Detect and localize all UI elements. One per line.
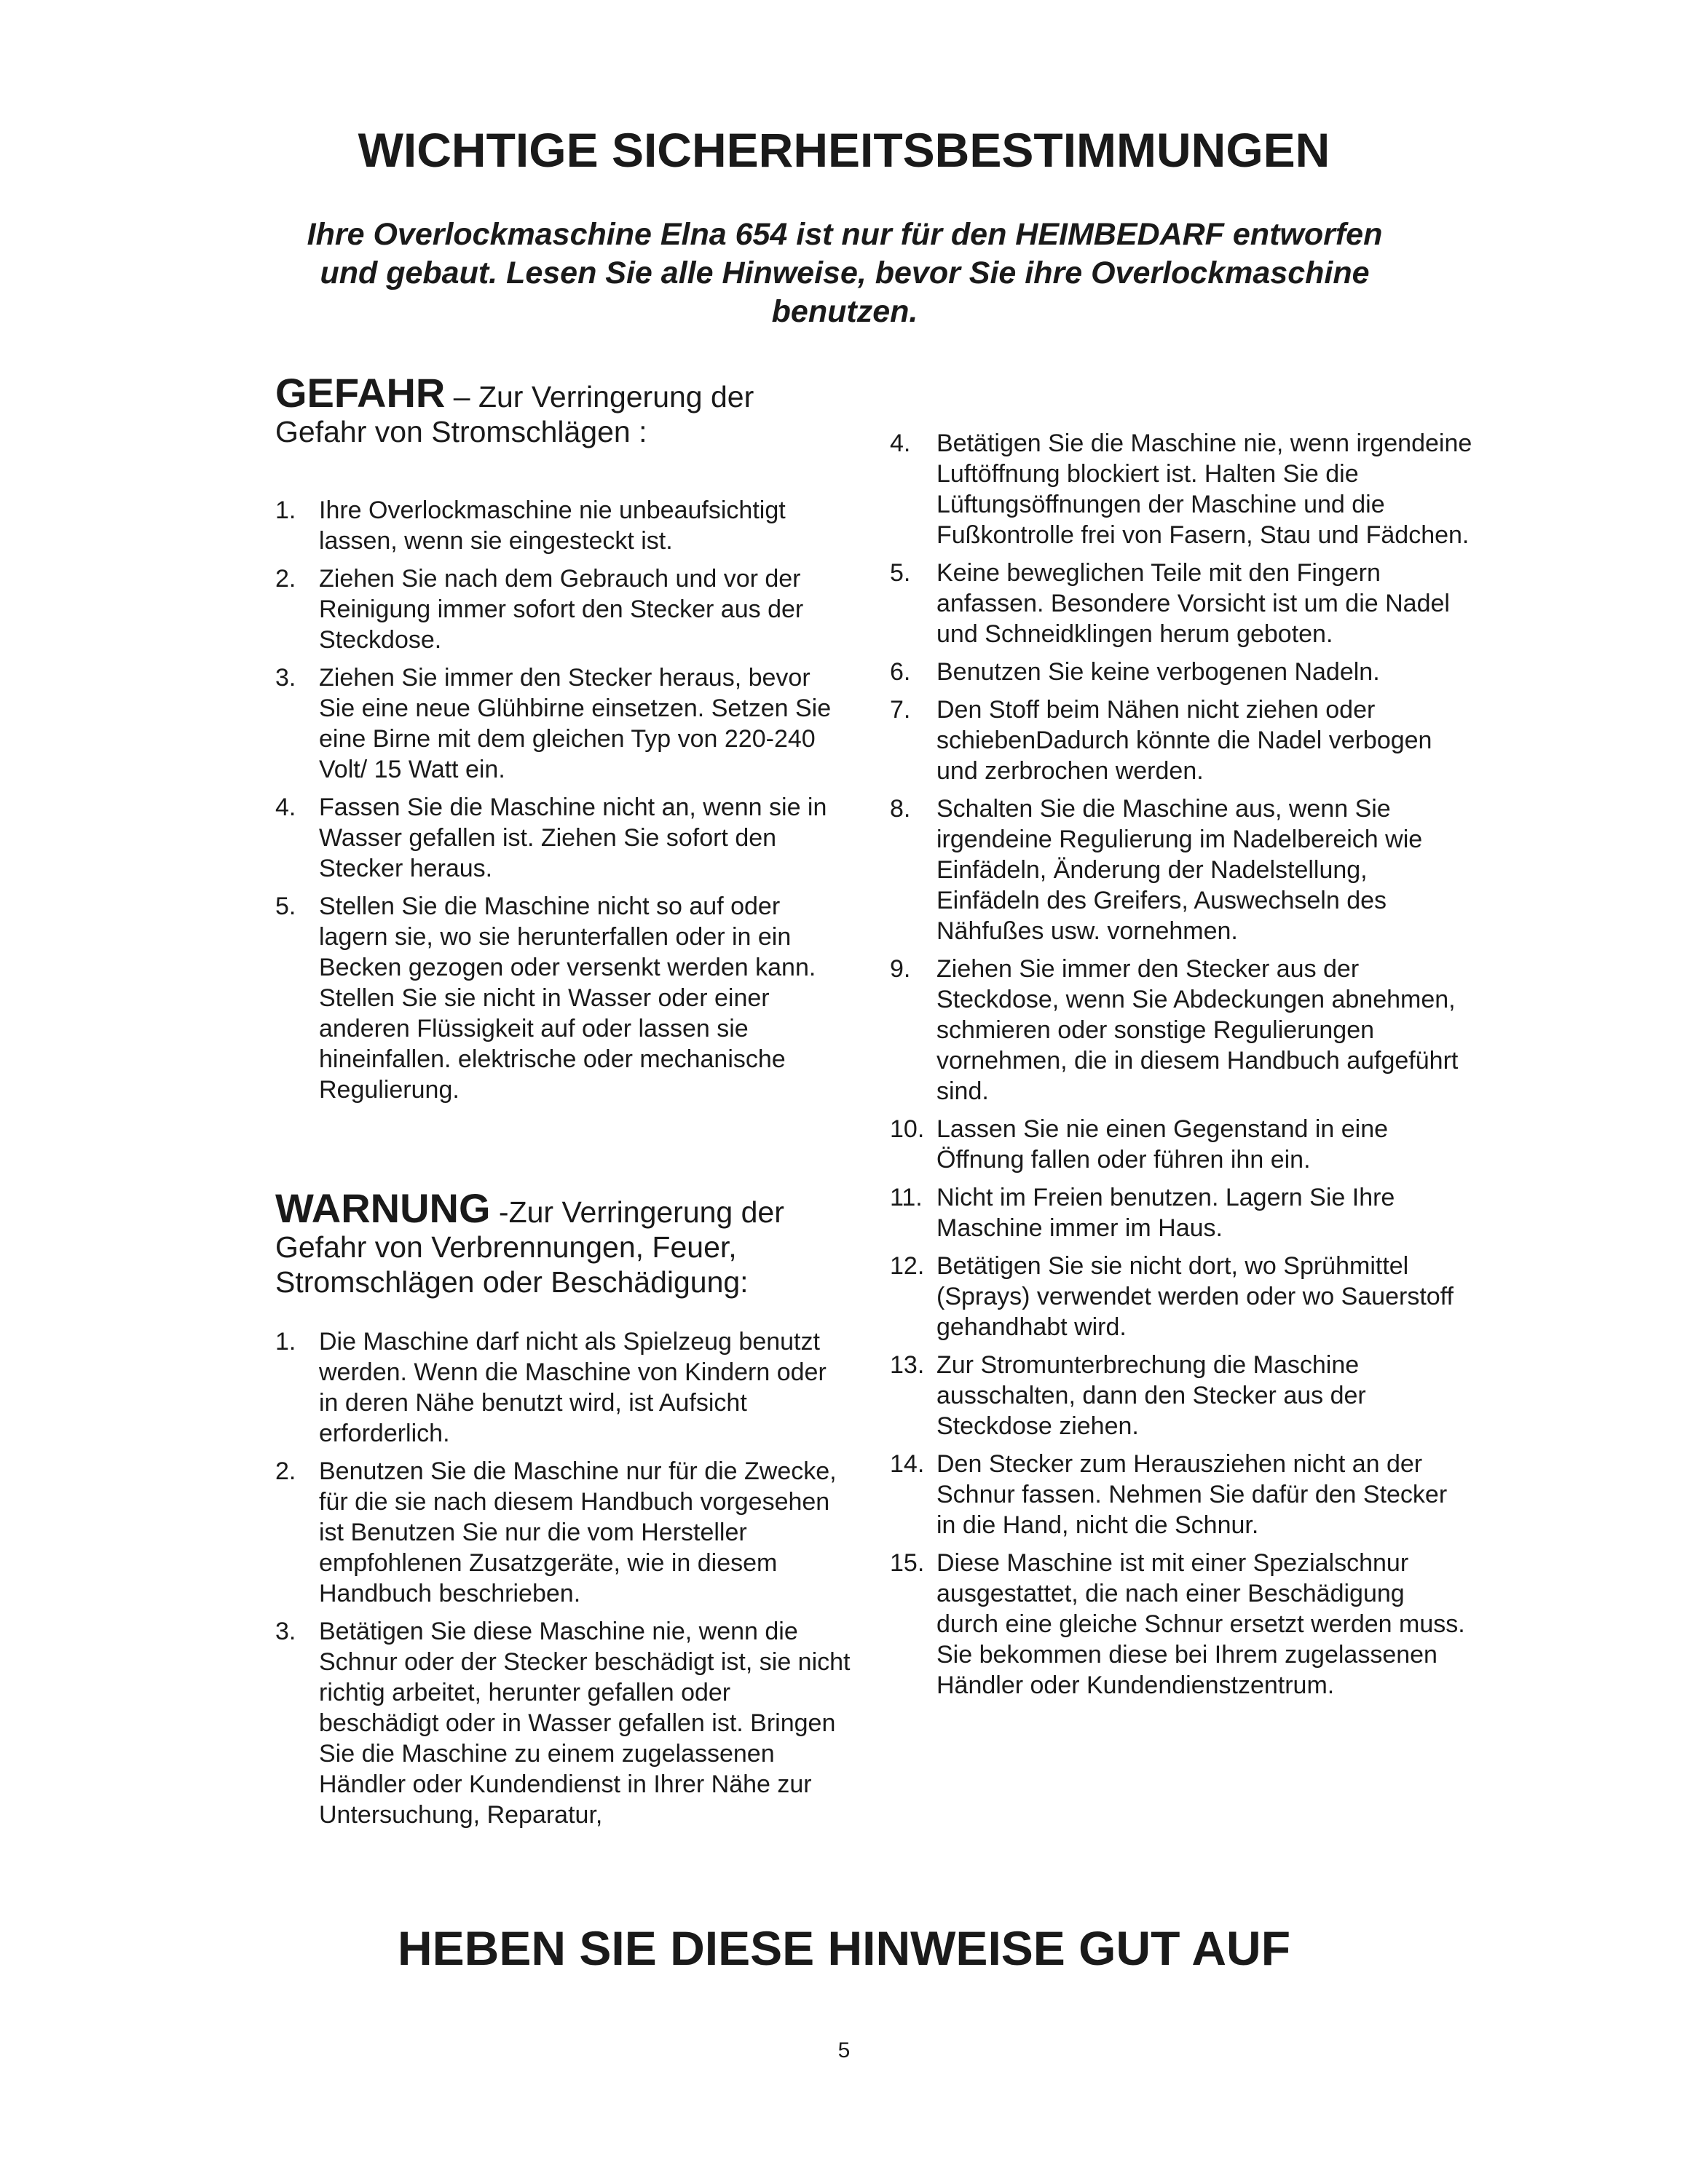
list-item xyxy=(890,558,1472,649)
list-item xyxy=(890,794,1472,946)
danger-heading-text: – Zur Verringerung der Gefahr von Stromschlägen : xyxy=(275,380,754,448)
danger-keyword: GEFAHR xyxy=(275,370,446,416)
list-item xyxy=(890,1449,1472,1540)
item-text: Lassen Sie nie einen Gegenstand in eine Öffnung fallen oder führen ihn ein. xyxy=(936,1115,1389,1174)
item-number: 11. xyxy=(890,1184,923,1211)
item-number: 2. xyxy=(275,1457,296,1485)
item-text: Betätigen Sie die Maschine nie, wenn irgendeine Luftöffnung blockiert ist. Halten Sie die Lüftungsöffnungen der Maschine und die Fußkontrolle frei von Fasern, Stau und Fädchen. xyxy=(936,430,1472,549)
list-item xyxy=(890,1251,1472,1342)
list-item xyxy=(275,1616,851,1830)
item-number: 5. xyxy=(275,893,296,920)
list-item xyxy=(275,662,851,785)
item-text: Nicht im Freien benutzen. Lagern Sie Ihre Maschine immer im Haus. xyxy=(936,1184,1395,1242)
item-number: 8. xyxy=(890,795,911,823)
item-number: 3. xyxy=(275,664,296,692)
item-number: 6. xyxy=(890,658,911,686)
item-text: Benutzen Sie die Maschine nur für die Zwecke, für die sie nach diesem Handbuch vorgesehen ist Benutzen Sie nur die vom Hersteller empfohlenen Zusatzgeräte, wie in diesem Handbuch beschrieben. xyxy=(319,1457,837,1607)
item-number: 14. xyxy=(890,1450,925,1478)
item-text: Den Stoff beim Nähen nicht ziehen oder schiebenDadurch könnte die Nadel verbogen und zerbrochen werden. xyxy=(936,696,1432,785)
list-item xyxy=(890,1182,1472,1243)
page-title: WICHTIGE SICHERHEITSBESTIMMUNGEN xyxy=(358,123,1330,177)
item-text: Betätigen Sie diese Maschine nie, wenn die Schnur oder der Stecker beschädigt ist, sie nicht richtig arbeitet, herunter gefallen oder beschädigt oder in Wasser gefallen ist. Bringen Sie die Maschine zu einem zugelassenen Händler oder Kundendienst in Ihrer Nähe zur Untersuchung, Reparatur, xyxy=(319,1618,851,1829)
item-text: Den Stecker zum Herausziehen nicht an der Schnur fassen. Nehmen Sie dafür den Stecker in die Hand, nicht die Schnur. xyxy=(936,1450,1448,1539)
item-number: 10. xyxy=(890,1115,925,1143)
intro-text: Ihre Overlockmaschine Elna 654 ist nur für den HEIMBEDARF entworfen und gebaut. Lesen Sie alle Hinweise, bevor Sie ihre Overlockmaschine benutzen. xyxy=(307,217,1383,329)
list-item xyxy=(275,1326,851,1449)
list-item xyxy=(890,954,1472,1107)
item-number: 2. xyxy=(275,565,296,593)
warning-heading xyxy=(275,1185,851,1299)
list-item xyxy=(890,1548,1472,1701)
list-item xyxy=(890,657,1472,687)
list-item xyxy=(890,1350,1472,1441)
item-number: 12. xyxy=(890,1252,925,1280)
danger-heading xyxy=(275,370,851,449)
item-number: 15. xyxy=(890,1549,925,1577)
item-number: 1. xyxy=(275,496,296,524)
list-item xyxy=(890,428,1472,550)
page-number: 5 xyxy=(837,2038,851,2062)
danger-list xyxy=(275,495,851,1112)
item-text: Schalten Sie die Maschine aus, wenn Sie irgendeine Regulierung im Nadelbereich wie Einfädeln, Änderung der Nadelstellung, Einfädeln des Greifers, Auswechseln des Nähfußes usw. vornehmen. xyxy=(936,795,1423,945)
list-item xyxy=(890,695,1472,786)
list-item xyxy=(275,1456,851,1609)
item-number: 4. xyxy=(890,430,911,457)
item-text: Ihre Overlockmaschine nie unbeaufsichtigt lassen, wenn sie eingesteckt ist. xyxy=(319,496,786,555)
item-number: 13. xyxy=(890,1351,925,1379)
item-text: Keine beweglichen Teile mit den Fingern anfassen. Besondere Vorsicht ist um die Nadel und Schneidklingen herum geboten. xyxy=(936,559,1450,648)
item-number: 7. xyxy=(890,696,911,724)
item-text: Fassen Sie die Maschine nicht an, wenn sie in Wasser gefallen ist. Ziehen Sie sofort den Stecker heraus. xyxy=(319,794,827,882)
item-number: 1. xyxy=(275,1328,296,1356)
item-number: 4. xyxy=(275,794,296,821)
item-text: Stellen Sie die Maschine nicht so auf oder lagern sie, wo sie herunterfallen oder in ein Becken gezogen oder versenkt werden kann. Stellen Sie sie nicht in Wasser oder einer anderen Flüssigkeit auf oder lassen sie hineinfallen. elektrische oder mechanische Regulierung. xyxy=(319,893,816,1104)
item-text: Betätigen Sie sie nicht dort, wo Sprühmittel (Sprays) verwendet werden oder wo Sauerstoff gehandhabt wird. xyxy=(936,1252,1454,1341)
warning-list-continued xyxy=(890,428,1472,1708)
item-text: Ziehen Sie immer den Stecker heraus, bevor Sie eine neue Glühbirne einsetzen. Setzen Sie eine Birne mit dem gleichen Typ von 220-240 Volt/ 15 Watt ein. xyxy=(319,664,832,783)
item-text: Diese Maschine ist mit einer Spezialschnur ausgestattet, die nach einer Beschädigung durch eine gleiche Schnur ersetzt werden muss. Sie bekommen diese bei Ihrem zugelassenen Händler oder Kundendienstzentrum. xyxy=(936,1549,1465,1699)
item-text: Zur Stromunterbrechung die Maschine ausschalten, dann den Stecker aus der Steckdose ziehen. xyxy=(936,1351,1366,1440)
item-text: Benutzen Sie keine verbogenen Nadeln. xyxy=(936,658,1380,686)
item-text: Die Maschine darf nicht als Spielzeug benutzt werden. Wenn die Maschine von Kindern oder in deren Nähe benutzt wird, ist Aufsicht erforderlich. xyxy=(319,1328,827,1447)
warning-list xyxy=(275,1326,851,1837)
list-item xyxy=(890,1114,1472,1175)
warning-keyword: WARNUNG xyxy=(275,1185,491,1231)
item-number: 9. xyxy=(890,955,911,983)
list-item xyxy=(275,563,851,655)
item-number: 3. xyxy=(275,1618,296,1645)
item-text: Ziehen Sie immer den Stecker aus der Steckdose, wenn Sie Abdeckungen abnehmen, schmieren oder sonstige Regulierungen vornehmen, die in diesem Handbuch aufgeführt sind. xyxy=(936,955,1459,1105)
list-item xyxy=(275,792,851,884)
item-number: 5. xyxy=(890,559,911,587)
footer-title: HEBEN SIE DIESE HINWEISE GUT AUF xyxy=(397,1921,1291,1975)
warning-heading-text: -Zur Verringerung der Gefahr von Verbrennungen, Feuer, Stromschlägen oder Beschädigung: xyxy=(275,1195,784,1299)
list-item xyxy=(275,891,851,1105)
list-item xyxy=(275,495,851,556)
item-text: Ziehen Sie nach dem Gebrauch und vor der Reinigung immer sofort den Stecker aus der Steckdose. xyxy=(319,565,804,654)
